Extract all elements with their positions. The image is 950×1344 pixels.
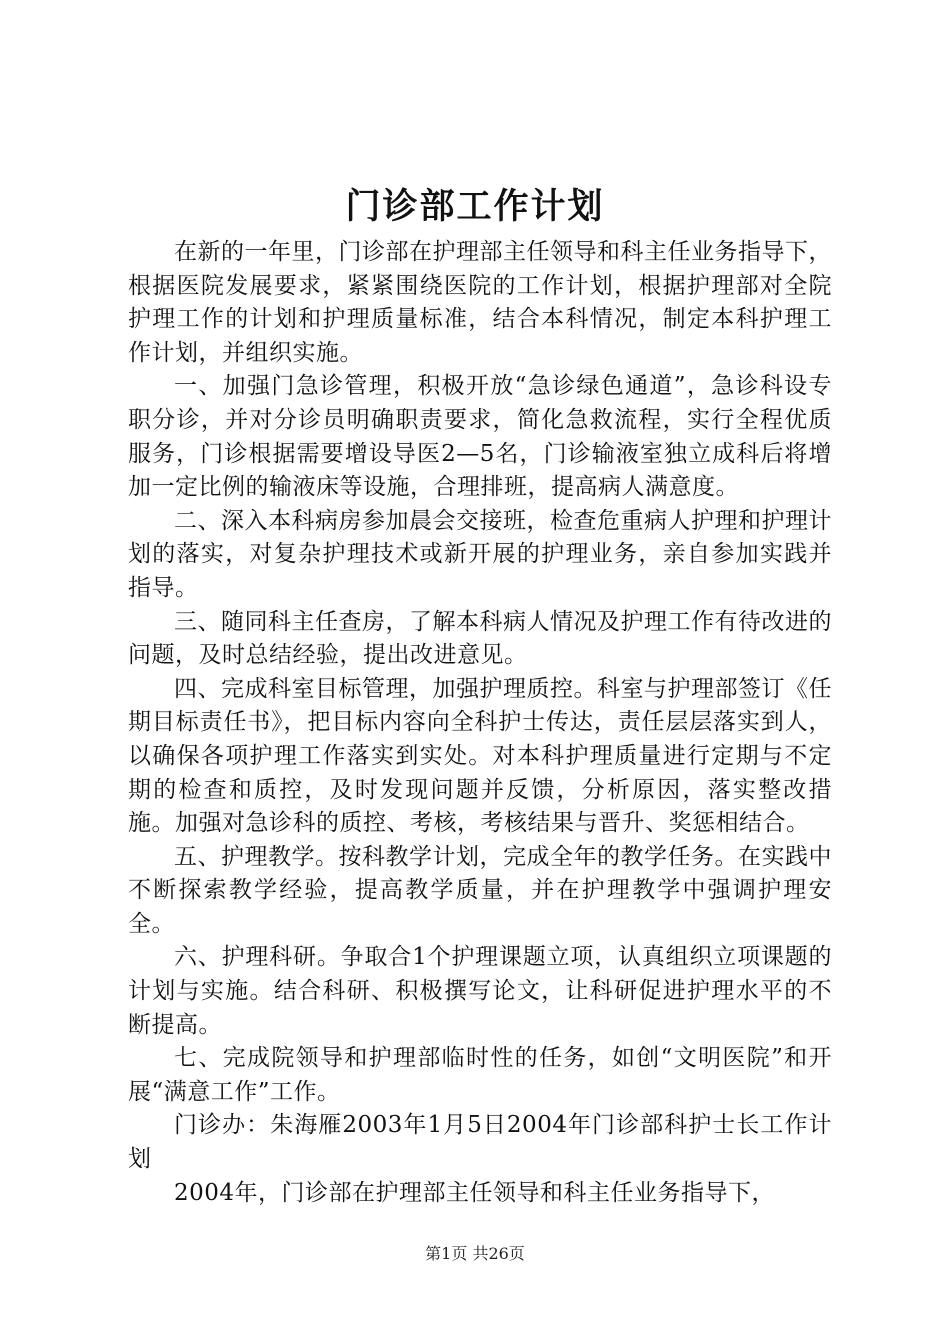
paragraph-item-3: 三、随同科主任查房，了解本科病人情况及护理工作有待改进的问题，及时总结经验，提出改进意见。 (128, 608, 832, 669)
page-number: 第1页 共26页 (425, 1244, 525, 1263)
paragraph-item-1: 一、加强门急诊管理，积极开放“急诊绿色通道”，急诊科设专职分诊，并对分诊员明确职责要求，简化急救流程，实行全程优质服务，门诊根据需要增设导医2—5名，门诊输液室独立成科后将增加一定比例的输液床等设施，合理排班，提高病人满意度。 (128, 373, 832, 501)
paragraph-signature: 门诊办：朱海雁2003年1月5日2004年门诊部科护士长工作计划 (128, 1112, 832, 1173)
paragraph-item-6: 六、护理科研。争取合1个护理课题立项，认真组织立项课题的计划与实施。结合科研、积极撰写论文，让科研促进护理水平的不断提高。 (128, 944, 832, 1038)
paragraph-intro: 在新的一年里，门诊部在护理部主任领导和科主任业务指导下，根据医院发展要求，紧紧围绕医院的工作计划，根据护理部对全院护理工作的计划和护理质量标准，结合本科情况，制定本科护理工作计划，并组织实施。 (128, 239, 832, 366)
document-body (128, 236, 832, 1210)
paragraph-item-2: 二、深入本科病房参加晨会交接班，检查危重病人护理和护理计划的落实，对复杂护理技术或新开展的护理业务，亲自参加实践并指导。 (128, 507, 832, 601)
paragraph-item-4: 四、完成科室目标管理，加强护理质控。科室与护理部签订《任期目标责任书》，把目标内容向全科护士传达，责任层层落实到人，以确保各项护理工作落实到实处。对本科护理质量进行定期与不定期的检查和质控，及时发现问题并反馈，分析原因，落实整改措施。加强对急诊科的质控、考核，考核结果与晋升、奖惩相结合。 (128, 675, 832, 837)
paragraph-item-7: 七、完成院领导和护理部临时性的任务，如创“文明医院”和开展“满意工作”工作。 (128, 1045, 832, 1105)
document-title: 门诊部工作计划 (345, 186, 605, 227)
paragraph-item-5: 五、护理教学。按科教学计划，完成全年的教学任务。在实践中不断探索教学经验，提高教学质量，并在护理教学中强调护理安全。 (128, 843, 832, 937)
paragraph-2004-start: 2004年，门诊部在护理部主任领导和科主任业务指导下， (174, 1179, 776, 1206)
